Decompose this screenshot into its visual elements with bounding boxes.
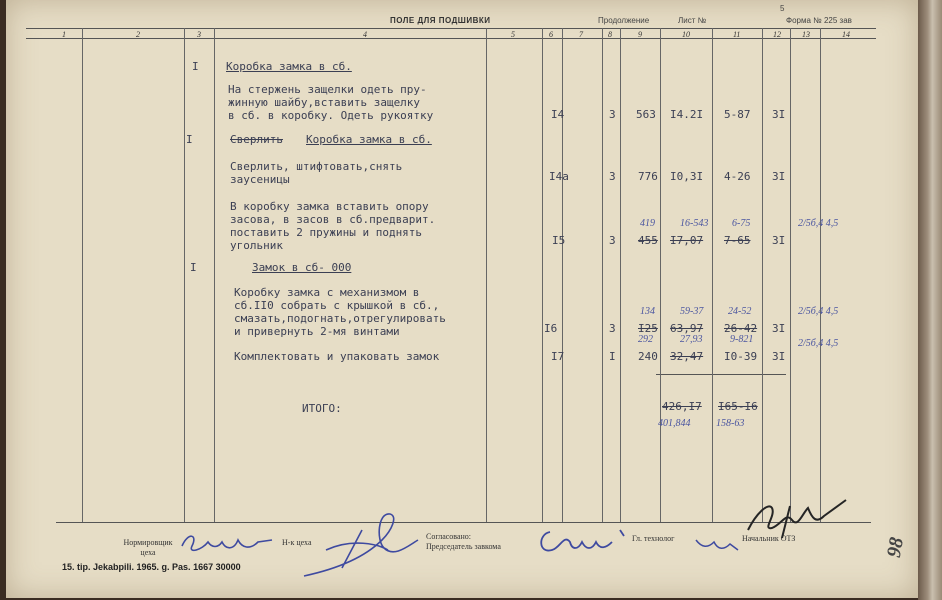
handwritten-note: 2/5б,4 4,5 <box>798 218 839 229</box>
handwritten-correction: 59-37 <box>680 306 704 317</box>
technologist-signature <box>692 530 742 556</box>
col-rule <box>762 28 763 522</box>
operation-text: На стержень защелки одеть пру- жинную шайбу,вставить защелку в сб. в коробку. Одеть рукоятку <box>228 83 434 122</box>
col-rule <box>184 28 185 522</box>
handwritten-correction: 24-52 <box>728 306 752 317</box>
total-col11: I65-I6 <box>718 400 758 413</box>
handwritten-correction: 9-821 <box>730 334 754 345</box>
cell-col8: 3 <box>609 234 616 247</box>
col-num: 12 <box>773 30 781 39</box>
assembly-title: Замок в сб- 000 <box>252 261 352 274</box>
cell-col8: 3 <box>609 170 616 183</box>
col-rule <box>660 28 661 522</box>
assembly-title: Коробка замка в сб. <box>226 60 352 73</box>
cell-col11: 26-42 <box>724 322 758 335</box>
handwritten-correction: 6-75 <box>732 218 751 229</box>
handwritten-correction: 292 <box>638 334 653 345</box>
row-marker: I <box>190 261 197 274</box>
cell-col10: I7,07 <box>670 234 704 247</box>
row-marker: I <box>192 60 199 73</box>
union-chair-signature <box>536 520 636 562</box>
col-rule <box>562 28 563 522</box>
normer-label: Нормировщик цеха <box>123 538 173 557</box>
col-rule <box>620 28 621 522</box>
cell-col12: 3I <box>772 322 786 335</box>
book-binding <box>918 0 942 600</box>
shop-chief-label: Н-к цеха <box>282 538 312 547</box>
col-num: 1 <box>62 30 66 39</box>
header-rule-top <box>26 28 876 29</box>
col-num: 14 <box>842 30 850 39</box>
cell-col9: 563 <box>636 108 656 121</box>
form-sheet <box>6 0 918 598</box>
row-marker: I <box>186 133 193 146</box>
col-rule <box>486 28 487 522</box>
cell-col9: 776 <box>638 170 658 183</box>
col-rule <box>790 28 791 522</box>
otz-chief-signature <box>742 494 854 540</box>
cell-col9: 240 <box>638 350 658 363</box>
operation-text: В коробку замка вставить опору засова, в засов в сб.предварит. поставить 2 пружины и поднять угольник <box>230 200 436 252</box>
normer-signature <box>178 528 278 558</box>
cell-col10: I4.2I <box>670 108 704 121</box>
sheet-number: 5 <box>780 4 785 13</box>
header-rule-bottom <box>26 38 876 39</box>
col-num: 5 <box>511 30 515 39</box>
total-label: ИТОГО: <box>302 402 342 415</box>
cell-col12: 3I <box>772 170 786 183</box>
agreed-label: Согласовано: Председатель завкома <box>426 532 501 551</box>
col-rule <box>712 28 713 522</box>
handwritten-total: 158-63 <box>716 418 745 429</box>
operation-text: Коробку замка с механизмом в сб.II0 собрать с крышкой в сб., смазать,подогнать,отрегулировать и привернуть 2-мя винтами <box>234 286 446 338</box>
operation-number: I7 <box>551 350 565 363</box>
col-num: 7 <box>579 30 583 39</box>
cell-col10: 63,97 <box>670 322 704 335</box>
cell-col12: 3I <box>772 108 786 121</box>
col-num: 2 <box>136 30 140 39</box>
handwritten-page-number: 98 <box>882 535 909 560</box>
cell-col11: 4-26 <box>724 170 751 183</box>
operation-number: I4 <box>551 108 565 121</box>
col-num: 9 <box>638 30 642 39</box>
total-rule <box>656 374 786 375</box>
shop-chief-signature <box>292 510 432 584</box>
operation-number: I5 <box>552 234 566 247</box>
col-rule <box>542 28 543 522</box>
cell-col8: 3 <box>609 322 616 335</box>
handwritten-note: 2/5б,4 4,5 <box>798 306 839 317</box>
handwritten-total: 401,844 <box>658 418 691 429</box>
chief-technologist-label: Гл. технолог <box>632 534 675 543</box>
form-label: Форма № 225 зав <box>786 16 852 25</box>
handwritten-note: 2/5б,4 4,5 <box>798 338 839 349</box>
struck-word: Сверлить <box>230 133 283 146</box>
cell-col10: I0,3I <box>670 170 704 183</box>
col-num: 11 <box>733 30 741 39</box>
handwritten-correction: 27,93 <box>680 334 703 345</box>
col-rule <box>820 28 821 522</box>
cell-col11: I0-39 <box>724 350 758 363</box>
cell-col12: 3I <box>772 350 786 363</box>
handwritten-correction: 134 <box>640 306 655 317</box>
binding-field-label: ПОЛЕ ДЛЯ ПОДШИВКИ <box>390 16 491 25</box>
cell-col11: 5-87 <box>724 108 751 121</box>
cell-col9: I25 <box>638 322 658 335</box>
col-num: 4 <box>363 30 367 39</box>
col-num: 3 <box>197 30 201 39</box>
col-num: 6 <box>549 30 553 39</box>
col-rule <box>82 28 83 522</box>
cell-col8: 3 <box>609 108 616 121</box>
cell-col10: 32,47 <box>670 350 704 363</box>
col-num: 10 <box>682 30 690 39</box>
col-rule <box>214 28 215 522</box>
col-rule <box>602 28 603 522</box>
handwritten-correction: 419 <box>640 218 655 229</box>
sheet-label: Лист № <box>678 16 707 25</box>
handwritten-correction: 16-543 <box>680 218 709 229</box>
cell-col11: 7-65 <box>724 234 751 247</box>
operation-number: I6 <box>544 322 558 335</box>
continuation-label: Продолжение <box>598 16 650 25</box>
operation-number: I4а <box>549 170 569 183</box>
assembly-title: Коробка замка в сб. <box>306 133 432 146</box>
otz-chief-label: Начальник ОТЗ <box>742 534 796 543</box>
cell-col9: 455 <box>638 234 658 247</box>
operation-text: Сверлить, штифтовать,снять заусеницы <box>230 160 403 186</box>
col-num: 13 <box>802 30 810 39</box>
print-imprint: 15. tip. Jekabpili. 1965. g. Pas. 1667 30000 <box>62 562 241 572</box>
col-num: 8 <box>608 30 612 39</box>
cell-col8: I <box>609 350 616 363</box>
operation-text: Комплектовать и упаковать замок <box>234 350 440 363</box>
cell-col12: 3I <box>772 234 786 247</box>
total-col10: 426,I7 <box>662 400 702 413</box>
